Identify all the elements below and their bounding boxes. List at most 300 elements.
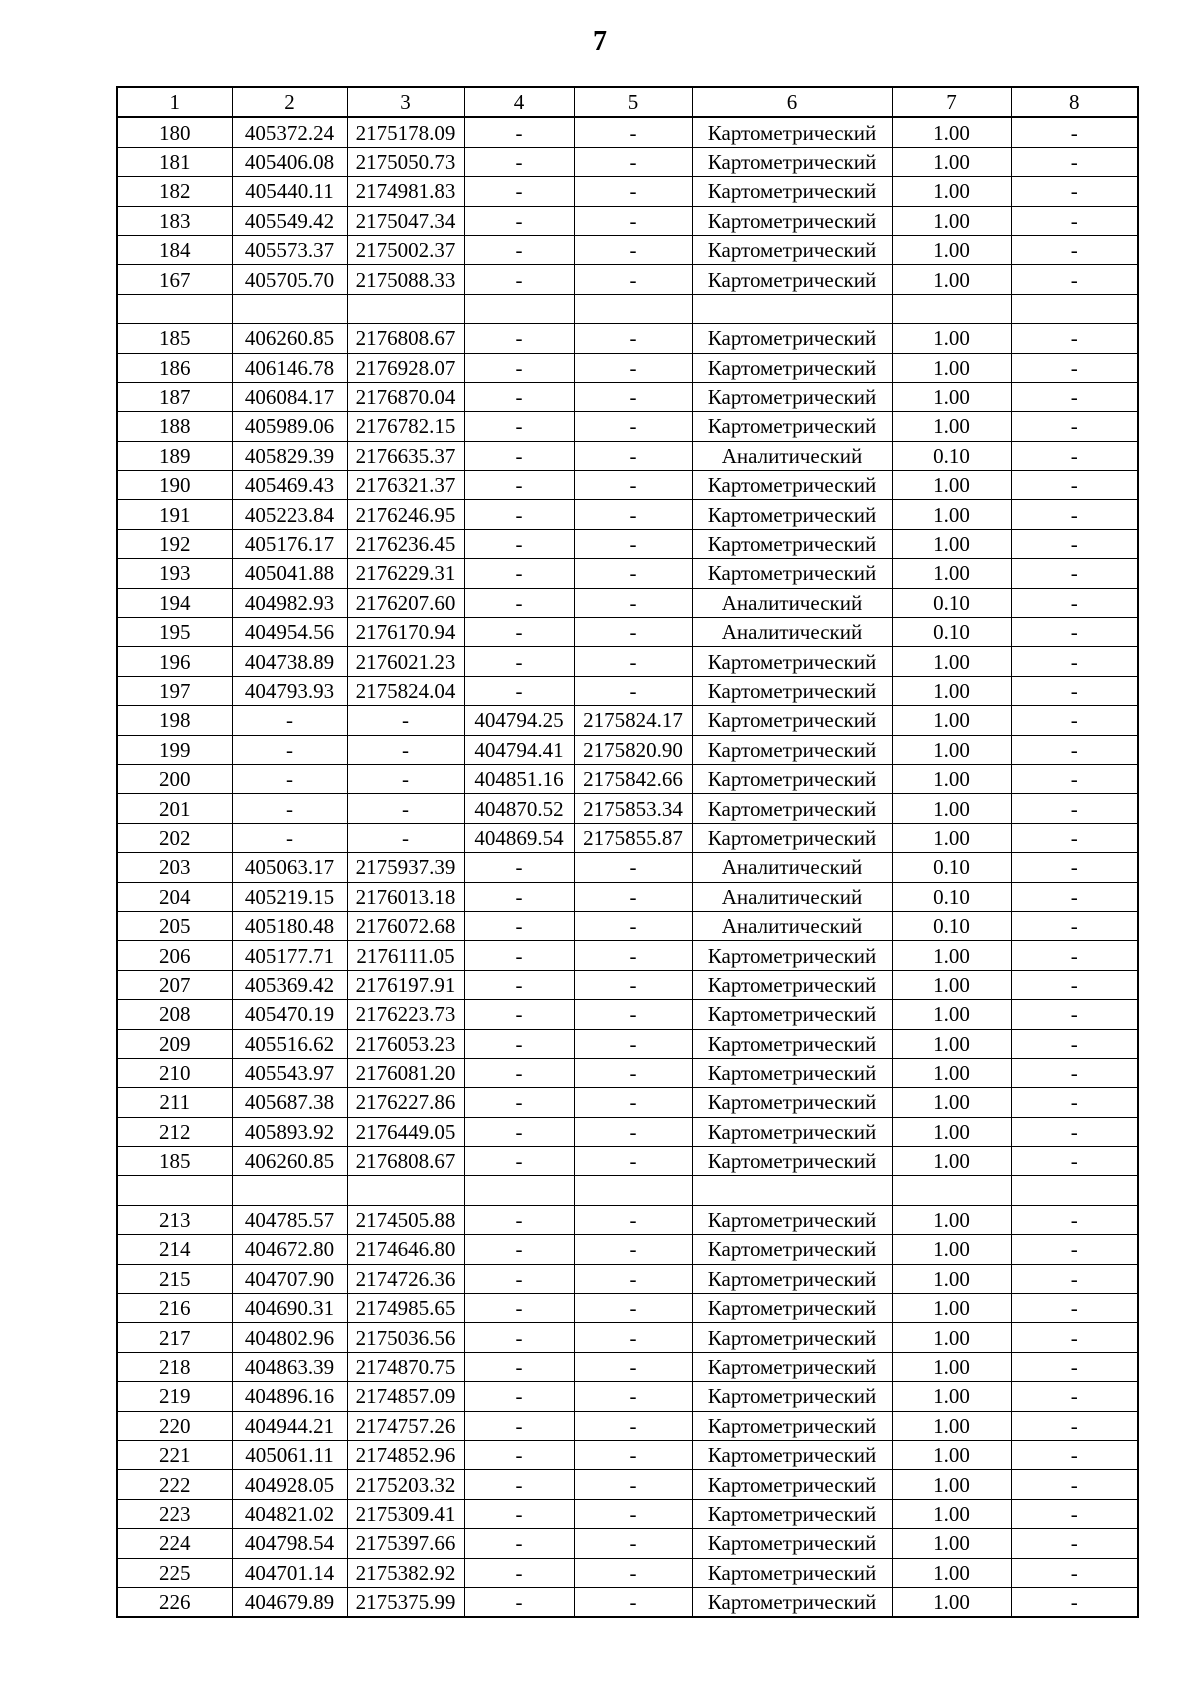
table-row <box>117 1411 1138 1440</box>
method-cell: Картометрический <box>692 1058 892 1087</box>
y-coord-cell: 2176236.45 <box>347 529 464 558</box>
table-row <box>117 1440 1138 1469</box>
method-cell: Картометрический <box>692 1294 892 1323</box>
description-cell: - <box>1011 147 1138 176</box>
method-cell: Картометрический <box>692 941 892 970</box>
accuracy-cell: 1.00 <box>892 1294 1011 1323</box>
new-y-coord-cell: 2175842.66 <box>574 764 692 793</box>
y-coord-cell: 2174646.80 <box>347 1235 464 1264</box>
new-x-coord-cell: - <box>464 1000 574 1029</box>
method-cell: Картометрический <box>692 1117 892 1146</box>
y-coord-cell: 2174985.65 <box>347 1294 464 1323</box>
table-row <box>117 1294 1138 1323</box>
new-x-coord-cell: - <box>464 1411 574 1440</box>
new-y-coord-cell <box>574 294 692 323</box>
table-row <box>117 206 1138 235</box>
x-coord-cell: - <box>232 706 347 735</box>
accuracy-cell: 1.00 <box>892 177 1011 206</box>
new-x-coord-cell: - <box>464 1029 574 1058</box>
y-coord-cell: 2174870.75 <box>347 1352 464 1381</box>
x-coord-cell <box>232 1176 347 1205</box>
method-cell: Картометрический <box>692 823 892 852</box>
y-coord-cell: 2176021.23 <box>347 647 464 676</box>
y-coord-cell: 2174726.36 <box>347 1264 464 1293</box>
description-cell: - <box>1011 324 1138 353</box>
description-cell <box>1011 294 1138 323</box>
method-cell <box>692 1176 892 1205</box>
new-x-coord-cell: - <box>464 353 574 382</box>
new-y-coord-cell: - <box>574 941 692 970</box>
y-coord-cell: - <box>347 706 464 735</box>
x-coord-cell: 405469.43 <box>232 471 347 500</box>
new-y-coord-cell: - <box>574 1470 692 1499</box>
y-coord-cell: 2176170.94 <box>347 618 464 647</box>
accuracy-cell: 1.00 <box>892 1382 1011 1411</box>
point-number-cell: 187 <box>117 382 232 411</box>
accuracy-cell: 1.00 <box>892 206 1011 235</box>
description-cell: - <box>1011 882 1138 911</box>
x-coord-cell: 404944.21 <box>232 1411 347 1440</box>
point-number-cell: 191 <box>117 500 232 529</box>
accuracy-cell: 1.00 <box>892 970 1011 999</box>
accuracy-cell: 1.00 <box>892 1558 1011 1587</box>
accuracy-cell: 1.00 <box>892 324 1011 353</box>
new-y-coord-cell: - <box>574 235 692 264</box>
x-coord-cell: 405893.92 <box>232 1117 347 1146</box>
table-row <box>117 441 1138 470</box>
description-cell: - <box>1011 1264 1138 1293</box>
accuracy-cell: 1.00 <box>892 1205 1011 1234</box>
point-number-cell: 203 <box>117 853 232 882</box>
description-cell: - <box>1011 1558 1138 1587</box>
description-cell: - <box>1011 1088 1138 1117</box>
y-coord-cell: 2176227.86 <box>347 1088 464 1117</box>
description-cell: - <box>1011 1235 1138 1264</box>
point-number-cell: 167 <box>117 265 232 294</box>
table-row <box>117 1205 1138 1234</box>
x-coord-cell: 404690.31 <box>232 1294 347 1323</box>
y-coord-cell <box>347 1176 464 1205</box>
method-cell: Картометрический <box>692 117 892 147</box>
new-x-coord-cell: 404869.54 <box>464 823 574 852</box>
y-coord-cell: 2175824.04 <box>347 676 464 705</box>
method-cell: Картометрический <box>692 382 892 411</box>
x-coord-cell: 405989.06 <box>232 412 347 441</box>
new-x-coord-cell: - <box>464 177 574 206</box>
point-number-cell: 192 <box>117 529 232 558</box>
new-y-coord-cell: - <box>574 1587 692 1617</box>
point-number-cell: 184 <box>117 235 232 264</box>
accuracy-cell: 1.00 <box>892 764 1011 793</box>
accuracy-cell: 1.00 <box>892 1000 1011 1029</box>
table-row <box>117 1529 1138 1558</box>
x-coord-cell: 404793.93 <box>232 676 347 705</box>
new-x-coord-cell: - <box>464 1088 574 1117</box>
description-cell: - <box>1011 1000 1138 1029</box>
new-y-coord-cell: - <box>574 853 692 882</box>
y-coord-cell: 2174857.09 <box>347 1382 464 1411</box>
column-header: 2 <box>232 87 347 117</box>
y-coord-cell: 2175309.41 <box>347 1499 464 1528</box>
table-row <box>117 1587 1138 1617</box>
description-cell: - <box>1011 1352 1138 1381</box>
method-cell: Картометрический <box>692 1029 892 1058</box>
accuracy-cell: 0.10 <box>892 882 1011 911</box>
description-cell: - <box>1011 1499 1138 1528</box>
method-cell: Картометрический <box>692 1529 892 1558</box>
method-cell: Картометрический <box>692 970 892 999</box>
accuracy-cell: 1.00 <box>892 1029 1011 1058</box>
new-x-coord-cell: - <box>464 412 574 441</box>
point-number-cell: 207 <box>117 970 232 999</box>
new-y-coord-cell: - <box>574 559 692 588</box>
new-y-coord-cell: - <box>574 1382 692 1411</box>
y-coord-cell: 2175203.32 <box>347 1470 464 1499</box>
table-row <box>117 647 1138 676</box>
column-header: 3 <box>347 87 464 117</box>
y-coord-cell: 2174852.96 <box>347 1440 464 1469</box>
accuracy-cell: 1.00 <box>892 1529 1011 1558</box>
accuracy-cell: 1.00 <box>892 706 1011 735</box>
x-coord-cell: 405176.17 <box>232 529 347 558</box>
description-cell: - <box>1011 117 1138 147</box>
new-y-coord-cell: - <box>574 588 692 617</box>
x-coord-cell: 405061.11 <box>232 1440 347 1469</box>
new-x-coord-cell: - <box>464 1558 574 1587</box>
new-x-coord-cell: - <box>464 853 574 882</box>
accuracy-cell: 1.00 <box>892 559 1011 588</box>
accuracy-cell: 1.00 <box>892 500 1011 529</box>
table-row <box>117 1558 1138 1587</box>
point-number-cell: 204 <box>117 882 232 911</box>
table-row <box>117 676 1138 705</box>
y-coord-cell: - <box>347 764 464 793</box>
new-y-coord-cell: - <box>574 1088 692 1117</box>
point-number-cell: 226 <box>117 1587 232 1617</box>
point-number-cell: 217 <box>117 1323 232 1352</box>
x-coord-cell: 404701.14 <box>232 1558 347 1587</box>
description-cell: - <box>1011 412 1138 441</box>
description-cell: - <box>1011 265 1138 294</box>
y-coord-cell: 2176207.60 <box>347 588 464 617</box>
accuracy-cell: 1.00 <box>892 147 1011 176</box>
new-y-coord-cell: - <box>574 471 692 500</box>
new-x-coord-cell: - <box>464 1147 574 1176</box>
description-cell: - <box>1011 676 1138 705</box>
description-cell: - <box>1011 1470 1138 1499</box>
point-number-cell: 182 <box>117 177 232 206</box>
x-coord-cell: 404707.90 <box>232 1264 347 1293</box>
accuracy-cell: 1.00 <box>892 353 1011 382</box>
y-coord-cell: 2176808.67 <box>347 324 464 353</box>
x-coord-cell: 404679.89 <box>232 1587 347 1617</box>
coordinates-table <box>116 86 1139 1618</box>
method-cell: Картометрический <box>692 500 892 529</box>
new-x-coord-cell: - <box>464 382 574 411</box>
accuracy-cell: 0.10 <box>892 853 1011 882</box>
x-coord-cell: 405829.39 <box>232 441 347 470</box>
point-number-cell: 219 <box>117 1382 232 1411</box>
table-row <box>117 853 1138 882</box>
x-coord-cell: 405543.97 <box>232 1058 347 1087</box>
description-cell: - <box>1011 353 1138 382</box>
new-x-coord-cell: - <box>464 1587 574 1617</box>
method-cell: Картометрический <box>692 1382 892 1411</box>
y-coord-cell: 2175047.34 <box>347 206 464 235</box>
point-number-cell: 186 <box>117 353 232 382</box>
table-row <box>117 1058 1138 1087</box>
description-cell: - <box>1011 794 1138 823</box>
new-y-coord-cell: - <box>574 382 692 411</box>
y-coord-cell: 2176053.23 <box>347 1029 464 1058</box>
point-number-cell: 180 <box>117 117 232 147</box>
y-coord-cell: 2175397.66 <box>347 1529 464 1558</box>
accuracy-cell: 1.00 <box>892 1323 1011 1352</box>
table-row <box>117 1176 1138 1205</box>
y-coord-cell: 2176072.68 <box>347 911 464 940</box>
point-number-cell: 214 <box>117 1235 232 1264</box>
accuracy-cell: 1.00 <box>892 1235 1011 1264</box>
new-x-coord-cell: - <box>464 471 574 500</box>
x-coord-cell: 404896.16 <box>232 1382 347 1411</box>
new-y-coord-cell: - <box>574 1558 692 1587</box>
table-row <box>117 294 1138 323</box>
method-cell: Аналитический <box>692 441 892 470</box>
table-row <box>117 1264 1138 1293</box>
new-y-coord-cell: - <box>574 1294 692 1323</box>
description-cell: - <box>1011 1147 1138 1176</box>
x-coord-cell: 405573.37 <box>232 235 347 264</box>
header-row <box>117 87 1138 117</box>
new-y-coord-cell: - <box>574 1029 692 1058</box>
description-cell: - <box>1011 1382 1138 1411</box>
x-coord-cell: 404785.57 <box>232 1205 347 1234</box>
method-cell: Картометрический <box>692 235 892 264</box>
method-cell: Картометрический <box>692 353 892 382</box>
accuracy-cell: 1.00 <box>892 1147 1011 1176</box>
accuracy-cell: 1.00 <box>892 1088 1011 1117</box>
new-y-coord-cell: - <box>574 911 692 940</box>
method-cell: Картометрический <box>692 706 892 735</box>
new-x-coord-cell: - <box>464 1499 574 1528</box>
new-x-coord-cell: - <box>464 559 574 588</box>
new-x-coord-cell: - <box>464 941 574 970</box>
new-y-coord-cell: - <box>574 1440 692 1469</box>
table-row <box>117 412 1138 441</box>
accuracy-cell: 1.00 <box>892 117 1011 147</box>
accuracy-cell: 1.00 <box>892 1117 1011 1146</box>
accuracy-cell: 1.00 <box>892 1440 1011 1469</box>
new-x-coord-cell: - <box>464 676 574 705</box>
point-number-cell: 185 <box>117 1147 232 1176</box>
new-y-coord-cell: - <box>574 1117 692 1146</box>
method-cell: Аналитический <box>692 911 892 940</box>
point-number-cell: 210 <box>117 1058 232 1087</box>
y-coord-cell: 2174981.83 <box>347 177 464 206</box>
accuracy-cell: 1.00 <box>892 265 1011 294</box>
table-row <box>117 764 1138 793</box>
point-number-cell: 206 <box>117 941 232 970</box>
y-coord-cell: 2176081.20 <box>347 1058 464 1087</box>
point-number-cell <box>117 1176 232 1205</box>
new-x-coord-cell: - <box>464 882 574 911</box>
x-coord-cell: 404672.80 <box>232 1235 347 1264</box>
new-y-coord-cell: - <box>574 324 692 353</box>
method-cell: Картометрический <box>692 206 892 235</box>
new-y-coord-cell: - <box>574 529 692 558</box>
point-number-cell: 189 <box>117 441 232 470</box>
column-header: 6 <box>692 87 892 117</box>
method-cell: Картометрический <box>692 1088 892 1117</box>
description-cell: - <box>1011 1411 1138 1440</box>
method-cell: Аналитический <box>692 618 892 647</box>
new-y-coord-cell: - <box>574 500 692 529</box>
accuracy-cell: 1.00 <box>892 471 1011 500</box>
description-cell: - <box>1011 177 1138 206</box>
table-row <box>117 147 1138 176</box>
new-x-coord-cell <box>464 294 574 323</box>
method-cell: Картометрический <box>692 529 892 558</box>
point-number-cell: 225 <box>117 1558 232 1587</box>
new-y-coord-cell: - <box>574 1352 692 1381</box>
point-number-cell: 193 <box>117 559 232 588</box>
table-row <box>117 235 1138 264</box>
method-cell: Картометрический <box>692 177 892 206</box>
accuracy-cell: 1.00 <box>892 676 1011 705</box>
y-coord-cell: 2175088.33 <box>347 265 464 294</box>
y-coord-cell: 2175375.99 <box>347 1587 464 1617</box>
new-x-coord-cell: - <box>464 117 574 147</box>
method-cell: Картометрический <box>692 412 892 441</box>
y-coord-cell: 2174757.26 <box>347 1411 464 1440</box>
new-y-coord-cell: - <box>574 676 692 705</box>
x-coord-cell: 405687.38 <box>232 1088 347 1117</box>
table-row <box>117 735 1138 764</box>
x-coord-cell: 404954.56 <box>232 618 347 647</box>
x-coord-cell: 404928.05 <box>232 1470 347 1499</box>
table-row <box>117 1470 1138 1499</box>
method-cell: Картометрический <box>692 764 892 793</box>
table-row <box>117 500 1138 529</box>
table-row <box>117 1352 1138 1381</box>
point-number-cell: 197 <box>117 676 232 705</box>
new-x-coord-cell: 404851.16 <box>464 764 574 793</box>
new-x-coord-cell: - <box>464 618 574 647</box>
new-x-coord-cell: - <box>464 1117 574 1146</box>
method-cell: Картометрический <box>692 1000 892 1029</box>
new-x-coord-cell: - <box>464 1235 574 1264</box>
point-number-cell: 215 <box>117 1264 232 1293</box>
new-x-coord-cell: - <box>464 324 574 353</box>
method-cell: Картометрический <box>692 471 892 500</box>
new-y-coord-cell: - <box>574 441 692 470</box>
method-cell: Картометрический <box>692 147 892 176</box>
table-header <box>117 87 1138 117</box>
accuracy-cell: 0.10 <box>892 618 1011 647</box>
new-y-coord-cell: - <box>574 1264 692 1293</box>
new-y-coord-cell: - <box>574 117 692 147</box>
table-row <box>117 382 1138 411</box>
table-row <box>117 177 1138 206</box>
accuracy-cell: 1.00 <box>892 1411 1011 1440</box>
method-cell: Аналитический <box>692 588 892 617</box>
table-row <box>117 618 1138 647</box>
new-y-coord-cell: - <box>574 206 692 235</box>
point-number-cell: 205 <box>117 911 232 940</box>
point-number-cell: 222 <box>117 1470 232 1499</box>
point-number-cell: 220 <box>117 1411 232 1440</box>
table-row <box>117 1117 1138 1146</box>
description-cell: - <box>1011 441 1138 470</box>
y-coord-cell: 2174505.88 <box>347 1205 464 1234</box>
point-number-cell: 190 <box>117 471 232 500</box>
table-row <box>117 1088 1138 1117</box>
new-x-coord-cell: - <box>464 206 574 235</box>
description-cell: - <box>1011 1058 1138 1087</box>
accuracy-cell: 1.00 <box>892 235 1011 264</box>
y-coord-cell: 2176449.05 <box>347 1117 464 1146</box>
point-number-cell: 216 <box>117 1294 232 1323</box>
new-y-coord-cell: - <box>574 1499 692 1528</box>
point-number-cell: 181 <box>117 147 232 176</box>
x-coord-cell: 406146.78 <box>232 353 347 382</box>
description-cell: - <box>1011 471 1138 500</box>
method-cell: Картометрический <box>692 1147 892 1176</box>
description-cell: - <box>1011 559 1138 588</box>
description-cell: - <box>1011 588 1138 617</box>
x-coord-cell: 404821.02 <box>232 1499 347 1528</box>
table-body <box>117 117 1138 1617</box>
y-coord-cell: 2176013.18 <box>347 882 464 911</box>
table-row <box>117 941 1138 970</box>
method-cell: Картометрический <box>692 265 892 294</box>
x-coord-cell: 405440.11 <box>232 177 347 206</box>
y-coord-cell: 2176246.95 <box>347 500 464 529</box>
point-number-cell: 194 <box>117 588 232 617</box>
new-x-coord-cell: - <box>464 529 574 558</box>
description-cell: - <box>1011 1029 1138 1058</box>
x-coord-cell: 406260.85 <box>232 324 347 353</box>
accuracy-cell: 1.00 <box>892 1352 1011 1381</box>
method-cell: Картометрический <box>692 1352 892 1381</box>
table-row <box>117 588 1138 617</box>
new-y-coord-cell: 2175820.90 <box>574 735 692 764</box>
column-header: 7 <box>892 87 1011 117</box>
accuracy-cell: 1.00 <box>892 1264 1011 1293</box>
table-row <box>117 353 1138 382</box>
new-y-coord-cell: - <box>574 618 692 647</box>
x-coord-cell: 405223.84 <box>232 500 347 529</box>
accuracy-cell: 1.00 <box>892 1587 1011 1617</box>
description-cell: - <box>1011 706 1138 735</box>
y-coord-cell: 2176782.15 <box>347 412 464 441</box>
method-cell: Картометрический <box>692 1323 892 1352</box>
x-coord-cell: - <box>232 794 347 823</box>
y-coord-cell: 2176111.05 <box>347 941 464 970</box>
new-y-coord-cell <box>574 1176 692 1205</box>
new-y-coord-cell: - <box>574 1529 692 1558</box>
new-x-coord-cell: - <box>464 911 574 940</box>
method-cell: Картометрический <box>692 1264 892 1293</box>
point-number-cell: 200 <box>117 764 232 793</box>
table-row <box>117 1235 1138 1264</box>
method-cell: Картометрический <box>692 647 892 676</box>
point-number-cell: 183 <box>117 206 232 235</box>
y-coord-cell: 2176808.67 <box>347 1147 464 1176</box>
point-number-cell: 188 <box>117 412 232 441</box>
table-row <box>117 265 1138 294</box>
description-cell: - <box>1011 764 1138 793</box>
